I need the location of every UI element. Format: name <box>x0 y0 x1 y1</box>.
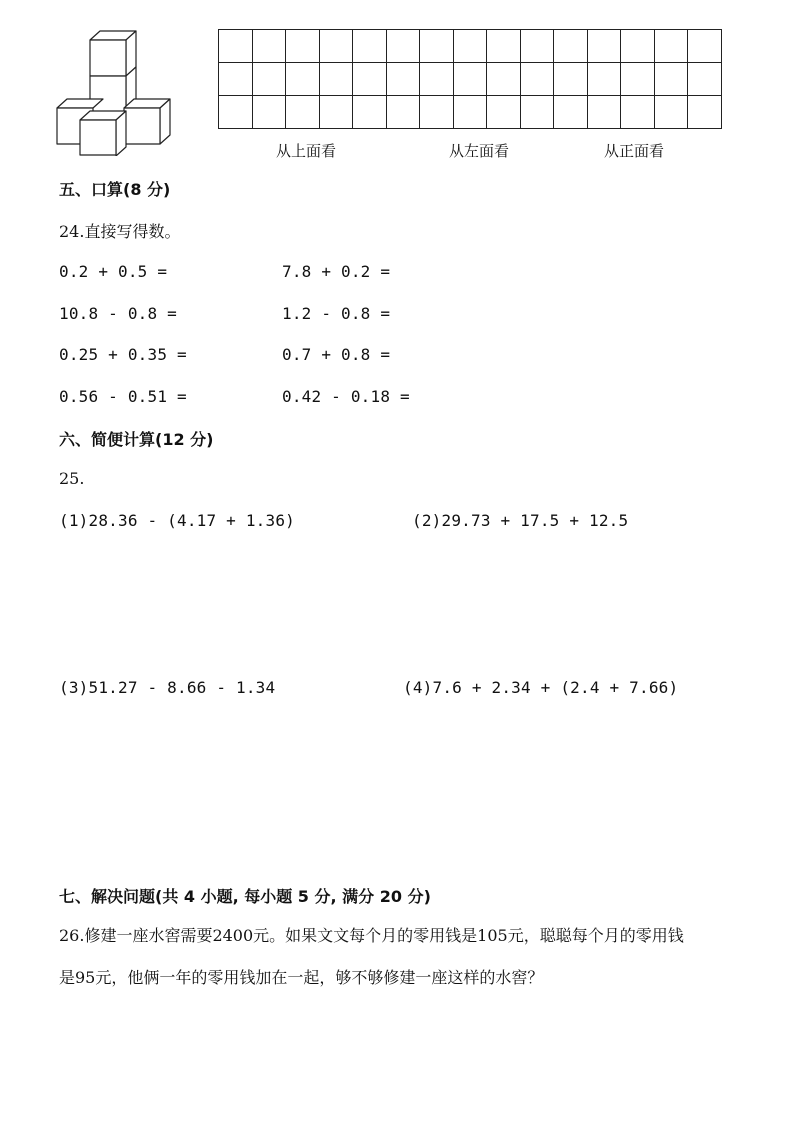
oral-item: 1.2 - 0.8 = <box>282 304 391 323</box>
oral-item: 0.25 + 0.35 = <box>59 345 187 364</box>
view-label-front: 从正面看 <box>604 142 665 160</box>
question-26-line2: 是95元，他俩一年的零用钱加在一起，够不够修建一座这样的水窖？ <box>59 968 544 987</box>
oral-item: 0.2 + 0.5 = <box>59 262 168 281</box>
question-24: 24.直接写得数。 <box>59 222 181 241</box>
simplify-item-3: (3)51.27 - 8.66 - 1.34 <box>59 678 276 697</box>
section6-heading: 六、简便计算(12 分) <box>59 430 214 449</box>
oral-item: 0.56 - 0.51 = <box>59 387 187 406</box>
section5-heading: 五、口算(8 分) <box>59 180 171 199</box>
cube-stack-figure <box>52 28 176 156</box>
section7-heading: 七、解决问题(共 4 小题, 每小题 5 分, 满分 20 分) <box>59 887 431 906</box>
simplify-item-2: (2)29.73 + 17.5 + 12.5 <box>412 511 629 530</box>
question-26-line1: 26.修建一座水窖需要2400元。如果文文每个月的零用钱是105元，聪聪每个月的零用钱 <box>59 926 684 945</box>
question-25: 25. <box>59 469 85 488</box>
drawing-grid <box>218 29 722 129</box>
view-label-top: 从上面看 <box>276 142 337 160</box>
oral-item: 7.8 + 0.2 = <box>282 262 391 281</box>
simplify-item-1: (1)28.36 - (4.17 + 1.36) <box>59 511 295 530</box>
simplify-item-4: (4)7.6 + 2.34 + (2.4 + 7.66) <box>403 678 679 697</box>
oral-item: 0.42 - 0.18 = <box>282 387 410 406</box>
oral-item: 0.7 + 0.8 = <box>282 345 391 364</box>
oral-item: 10.8 - 0.8 = <box>59 304 177 323</box>
view-label-left: 从左面看 <box>449 142 510 160</box>
